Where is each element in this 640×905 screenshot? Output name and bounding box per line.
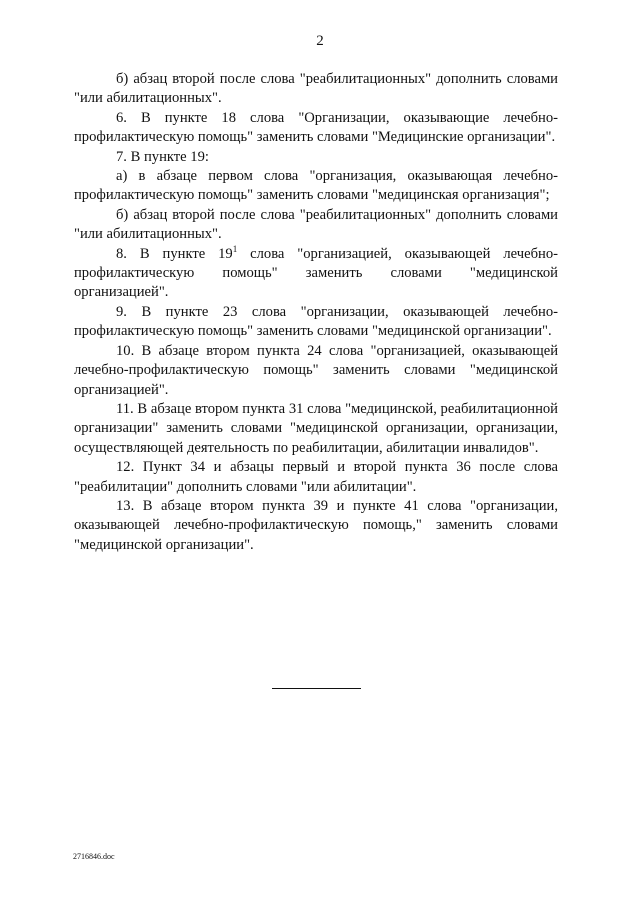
end-divider [272, 688, 361, 689]
paragraph-item-6: 6. В пункте 18 слова "Организации, оказывающие лечебно-профилактическую помощь" заменить словами "Медицинские организации". [74, 109, 558, 146]
page-number: 2 [316, 33, 324, 49]
paragraph-item-8-end: слова "организацией, оказывающей лечебно-профилактическую помощь" заменить словами "медицинской организацией". [74, 245, 558, 301]
paragraph-item-7: 7. В пункте 19: [116, 148, 209, 165]
paragraph-b-first: б) абзац второй после слова "реабилитационных" дополнить словами "или абилитационных". [74, 71, 558, 107]
paragraph-item-8-superscript: 1 [232, 243, 238, 254]
paragraph-item-10: 10. В абзаце втором пункта 24 слова "организацией, оказывающей лечебно-профилактическую помощь" заменить словами "медицинской организацией". [74, 342, 558, 398]
paragraph-item-8-start: 8. В пункте 19 [116, 245, 233, 262]
paragraph-item-7a: а) в абзаце первом слова "организация, оказывающая лечебно-профилактическую помощь" заменить словами "медицинская организация"; [74, 168, 558, 204]
paragraph-item-11: 11. В абзаце втором пункта 31 слова "медицинской, реабилитационной организации" заменить словами "медицинской организации, организации, осуществляющей деятельность по реабилитации, абилитации инвалидов". [74, 400, 558, 456]
paragraph-item-12: 12. Пункт 34 и абзацы первый и второй пункта 36 после слова "реабилитации" дополнить словами "или абилитации". [74, 459, 558, 495]
paragraph-item-13: 13. В абзаце втором пункта 39 и пункте 41 слова "организации, оказывающей лечебно-профилактическую помощь," заменить словами "медицинской организации". [74, 497, 558, 553]
paragraph-item-7b: б) абзац второй после слова "реабилитационных" дополнить словами "или абилитационных". [74, 206, 558, 243]
document-body [74, 70, 558, 555]
paragraph-item-8 [74, 245, 558, 303]
paragraph-item-9: 9. В пункте 23 слова "организации, оказывающей лечебно-профилактическую помощь" заменить словами "медицинской организации". [74, 303, 558, 340]
document-code: 2716846.doc [73, 852, 115, 861]
